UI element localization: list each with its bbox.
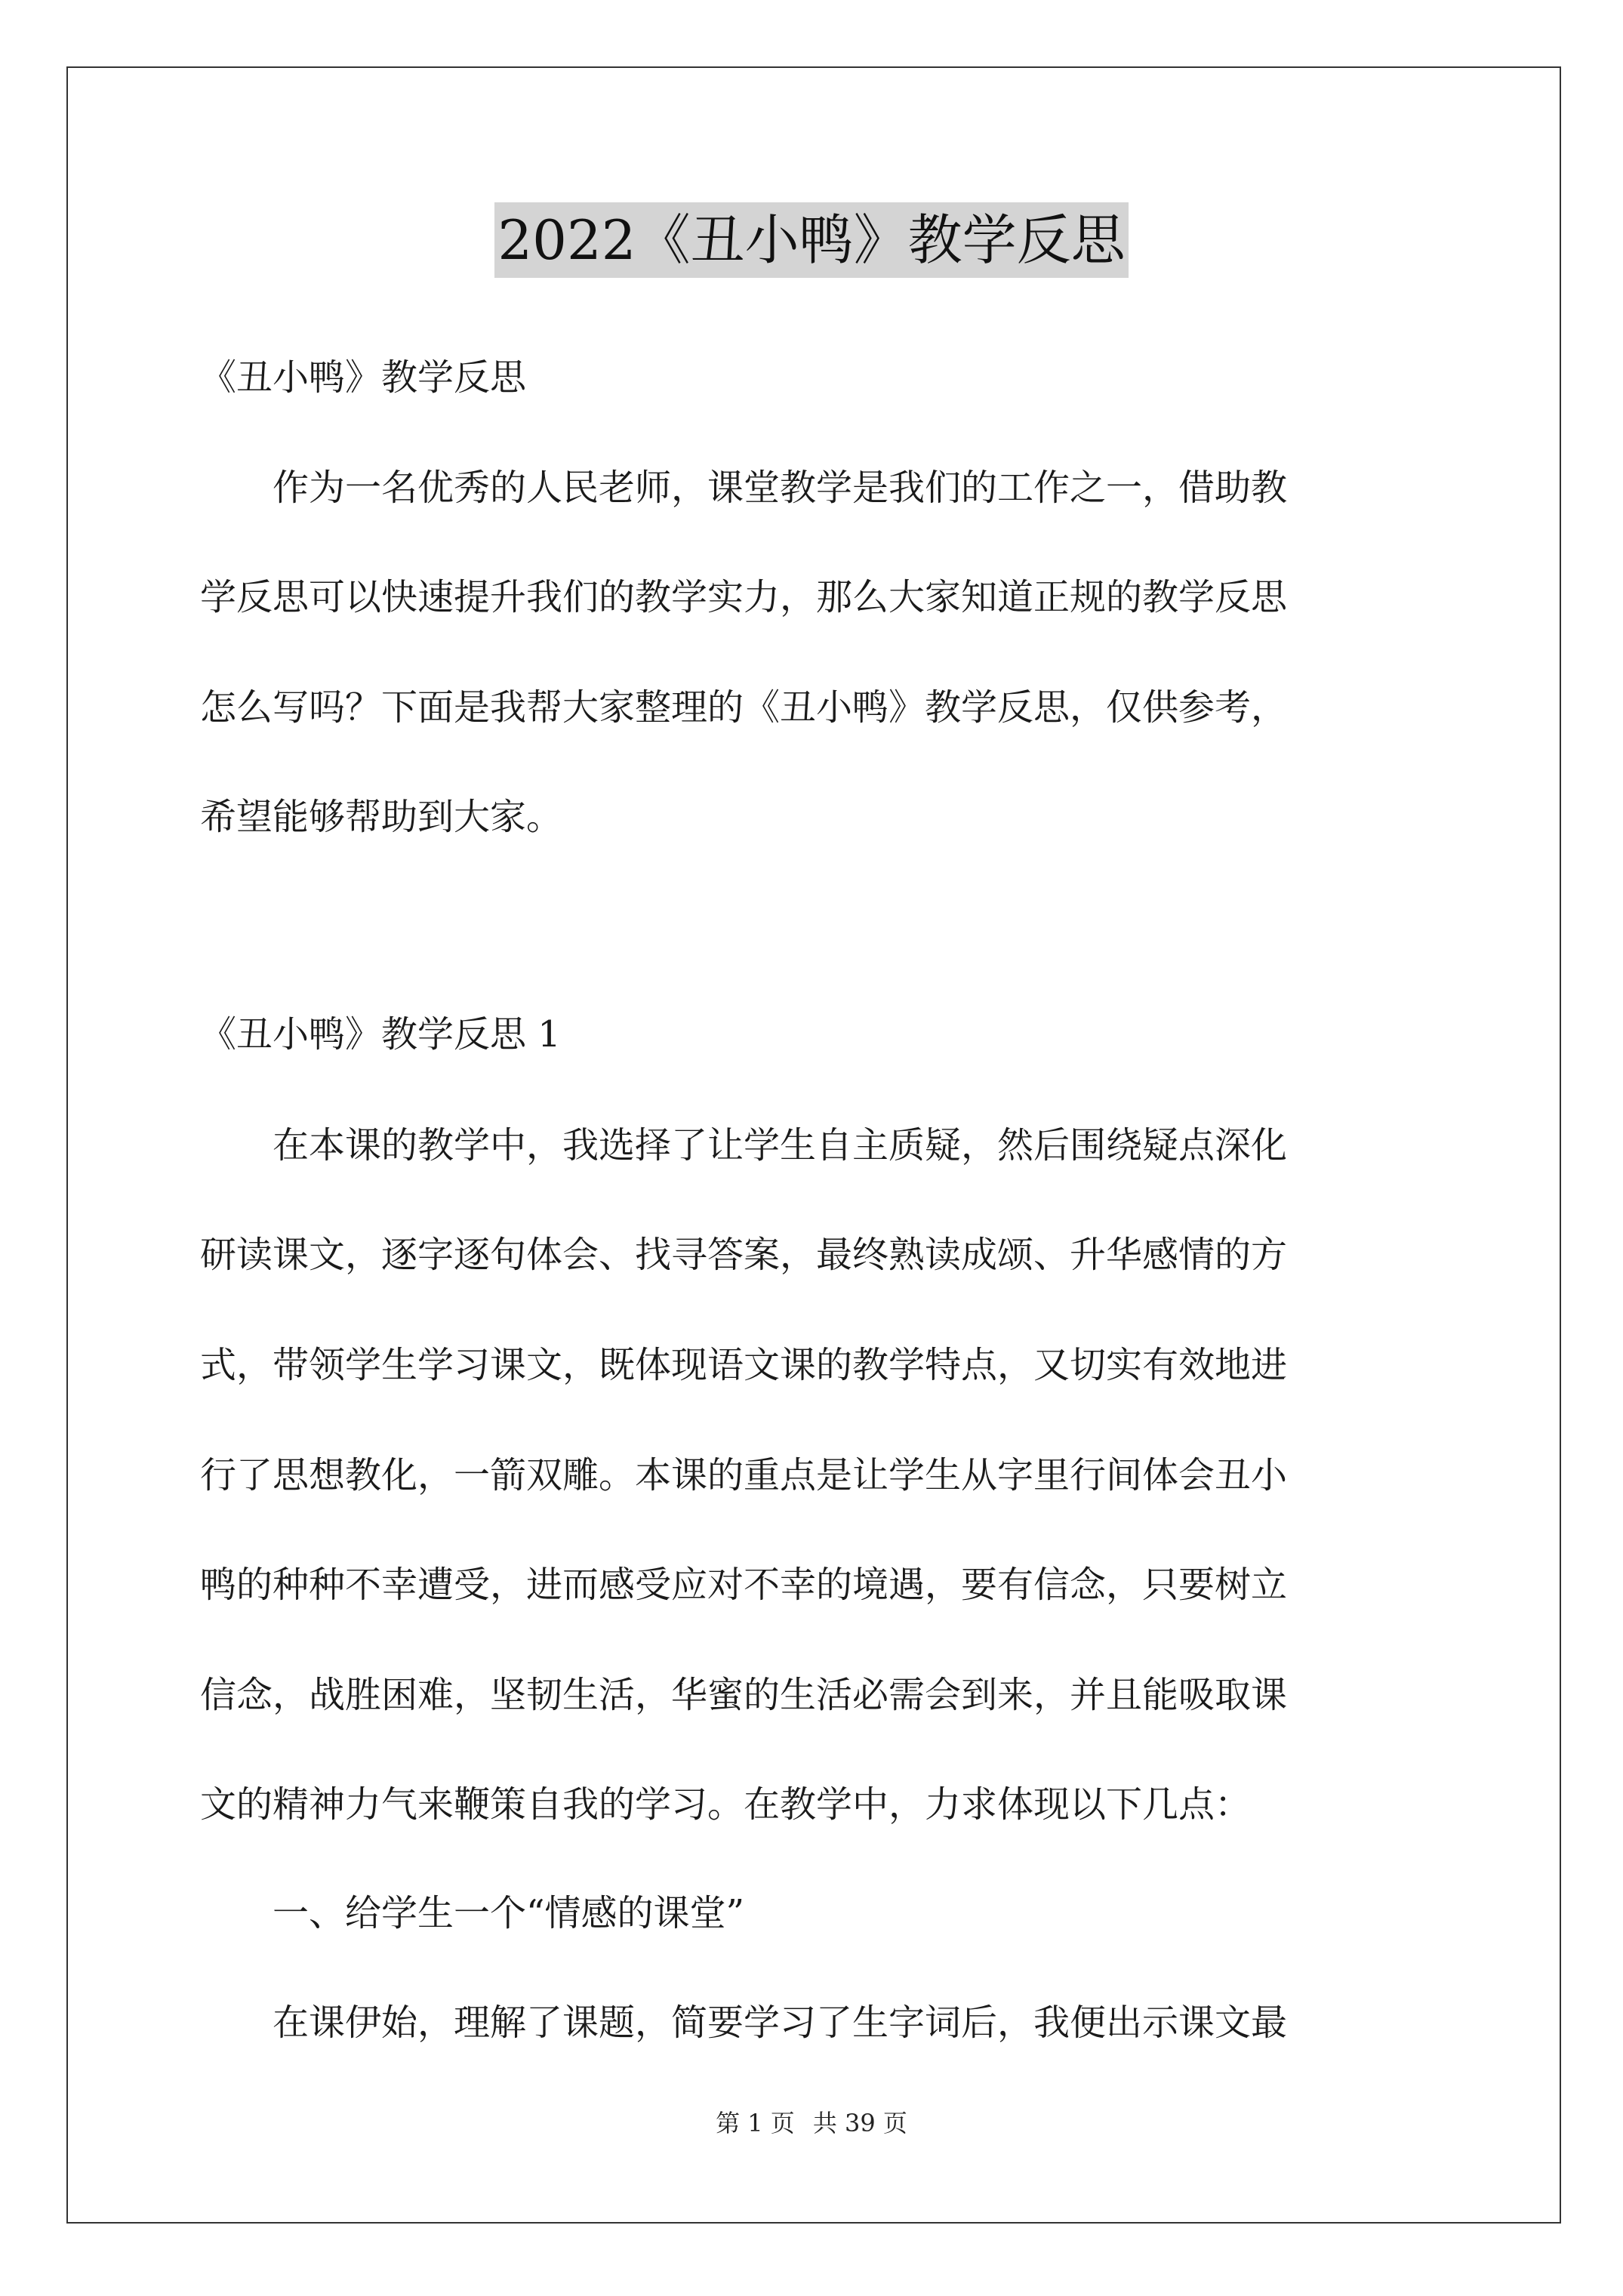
paragraph-line: 文的精神力气来鞭策自我的学习。在教学中，力求体现以下几点： xyxy=(200,1783,1252,1826)
paragraph-line: 在本课的教学中，我选择了让学生自主质疑，然后围绕疑点深化 xyxy=(200,1124,1288,1166)
page-number: 第 1 页 xyxy=(716,2109,795,2137)
paragraph-line: 行了思想教化，一箭双雕。本课的重点是让学生从字里行间体会丑小 xyxy=(200,1454,1288,1496)
section-heading: 《丑小鸭》教学反思 1 xyxy=(200,1013,561,1056)
page-footer xyxy=(0,2106,1623,2140)
paragraph-line: 式，带领学生学习课文，既体现语文课的教学特点，又切实有效地进 xyxy=(200,1344,1288,1386)
paragraph-line: 鸭的种种不幸遭受，进而感受应对不幸的境遇，要有信念，只要树立 xyxy=(200,1564,1288,1606)
point-heading: 一、给学生一个“情感的课堂” xyxy=(200,1892,745,1934)
paragraph-line: 作为一名优秀的人民老师，课堂教学是我们的工作之一，借助教 xyxy=(200,467,1288,509)
paragraph-line: 学反思可以快速提升我们的教学实力，那么大家知道正规的教学反思 xyxy=(200,576,1288,618)
document-subtitle: 《丑小鸭》教学反思 xyxy=(200,356,527,399)
paragraph-line: 在课伊始，理解了课题，简要学习了生字词后，我便出示课文最 xyxy=(200,2002,1288,2044)
page-total: 共 39 页 xyxy=(812,2109,907,2137)
paragraph-line: 怎么写吗？下面是我帮大家整理的《丑小鸭》教学反思，仅供参考， xyxy=(200,686,1288,729)
document-title: 2022《丑小鸭》教学反思 xyxy=(494,202,1128,278)
title-container xyxy=(0,202,1623,278)
paragraph-line: 希望能够帮助到大家。 xyxy=(200,796,563,838)
paragraph-line: 信念，战胜困难，坚韧生活，华蜜的生活必需会到来，并且能吸取课 xyxy=(200,1674,1288,1716)
paragraph-line: 研读课文，逐字逐句体会、找寻答案，最终熟读成颂、升华感情的方 xyxy=(200,1234,1288,1276)
